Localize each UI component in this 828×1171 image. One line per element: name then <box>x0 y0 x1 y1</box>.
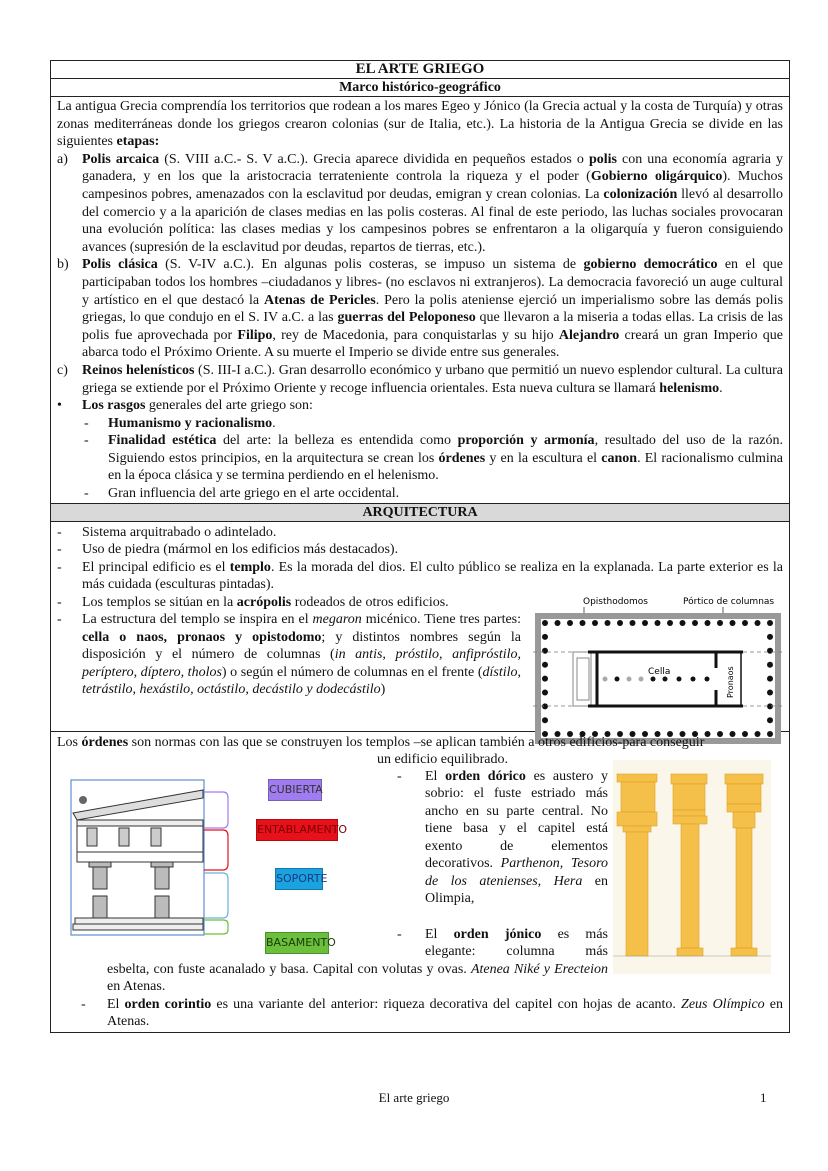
stage-text <box>82 151 783 257</box>
page-number: 1 <box>760 1090 767 1105</box>
bold-text: órdenes <box>438 450 486 466</box>
arch-text <box>82 611 783 699</box>
rasgo-item <box>57 432 783 485</box>
column-orders-image <box>613 760 771 974</box>
arch-item <box>57 541 783 559</box>
text-run: . Es la morada del dios. El culto público se realiza en la explanada. La parte exterior es la más cuidada (esculturas pintadas). <box>82 559 783 593</box>
text-run: micénico. Tiene tres partes: <box>361 612 522 628</box>
bullet-icon: • <box>57 398 62 414</box>
text-run: Sistema arquitrabado o adintelado. <box>82 524 277 540</box>
bold-text: proporción y armonía <box>457 433 595 449</box>
stage-text <box>82 362 783 397</box>
italic-text: Zeus Olímpico <box>681 996 765 1012</box>
dash-icon: - <box>57 542 62 558</box>
bold-text: acrópolis <box>236 594 292 610</box>
text-run: , resultado del uso de la razón. Siguiendo estos principios, en la arquitectura se crean los <box>108 433 784 466</box>
label-basamento: BASAMENTO <box>265 932 329 954</box>
text-run: es una variante del anterior: riqueza decorativa del capitel con hojas de acanto. <box>211 996 682 1012</box>
text-run: El <box>107 996 125 1012</box>
text-run: son normas con las que se construyen los templos –se aplican también a otros edificios-para conseguir <box>128 734 705 750</box>
text-run: en Olimpia, <box>425 873 608 907</box>
bold-text: Alejandro <box>558 327 620 343</box>
dash-icon: - <box>84 486 89 502</box>
dash-icon: - <box>397 768 402 784</box>
bold-text: colonización <box>603 186 678 202</box>
ordenes-intro-2: un edificio equilibrado. <box>377 751 509 767</box>
document-table <box>50 60 790 1033</box>
bold-text: orden jónico <box>453 926 542 942</box>
plan-label-pronaos: Pronaos <box>726 665 735 698</box>
italic-text: dístilo, tetrástilo, hexástilo, octástilo, decástilo y dodecástilo <box>82 664 522 698</box>
text-run: ). Muchos campesinos pobres, amenazados con la esclavitud por deudas, emigran y crean colonias. La <box>82 169 783 202</box>
text-run: La estructura del templo se inspira en el <box>82 612 313 628</box>
arquitectura-section <box>51 522 789 732</box>
section-heading-arquitectura: ARQUITECTURA <box>51 503 789 522</box>
ionic-text-2 <box>107 961 608 996</box>
ionic-text-1 <box>425 926 608 961</box>
ordenes-intro <box>57 734 782 752</box>
label-cubierta: CUBIERTA <box>268 779 322 801</box>
label-soporte: SOPORTE <box>275 868 323 890</box>
text-run: con una economía agraria y ganadera, y en los que la aristocracia terrateniente controla la riqueza y el poder ( <box>82 151 783 185</box>
bold-text: canon <box>601 450 638 466</box>
bold-text: helenismo <box>659 380 720 396</box>
text-run: (S. III-I a.C.). Gran desarrollo económico y urbano que permitió un nuevo esplendor cultural. La cultura griega se extiende por el Próximo Oriente y recoge influencia orientales. Esta nueva cultura se llamará <box>82 362 784 396</box>
rasgo-text <box>108 485 783 503</box>
text-run: en el que participaban todos los hombres –ciudadanos y libres- (no esclavos ni extranjeros). La democracia favoreció un auge cultural y artístico en el que destacó la <box>82 257 783 308</box>
text-run: que llevaron a la miseria a todas ellas. La crisis de las polis fue aprovechada por <box>82 310 783 343</box>
arch-text <box>82 594 783 612</box>
text-run: ) o según el número de columnas en el frente ( <box>221 664 483 680</box>
text-run: ; y distintos nombres según la disposición y el número de columnas ( <box>82 629 521 663</box>
column-dot <box>542 703 548 709</box>
text-run: El principal edificio es el <box>82 559 230 575</box>
text-run: y en la escultura el <box>485 450 602 466</box>
text-run: La antigua Grecia comprendía los territorios que rodean a los mares Egeo y Jónico (la Grecia actual y la costa de Turquía) y otras zonas mediterráneas donde los griegos crearon colonias (sur de Italia, etc.). La historia de la Antigua Grecia se divide en las siguientes <box>57 99 783 150</box>
rasgo-text <box>108 432 783 485</box>
text-run: Los templos se sitúan en la <box>82 594 237 610</box>
italic-text: Parthenon, Tesoro de los atenienses, Hera <box>425 856 608 889</box>
section-heading-marco: Marco histórico-geográfico <box>51 79 789 97</box>
rasgos-bullet <box>57 397 783 415</box>
bold-text: polis <box>588 151 617 167</box>
dash-icon: - <box>57 559 62 575</box>
bold-text: etapas: <box>116 134 160 150</box>
dash-icon: - <box>84 415 89 431</box>
bold-text: guerras del Peloponeso <box>337 310 476 326</box>
text-run: es austero y sobrio: el fuste estriado más ancho en su parte central. No tiene basa y el capitel está exento de elementos decorativos. <box>425 768 609 872</box>
text-run: en Atenas. <box>107 979 166 995</box>
text-run: El <box>425 768 446 784</box>
text-run: ) <box>380 682 386 698</box>
rasgo-item <box>57 415 783 433</box>
bold-text: órdenes <box>81 734 129 750</box>
bold-text: Polis arcaica <box>82 151 160 167</box>
bold-text: orden corintio <box>124 996 212 1012</box>
text-run: en Atenas. <box>107 996 783 1030</box>
text-run: . Pero la polis ateniense ejerció un imperialismo sobre las demás polis griegas, lo que condujo en el S. IV a.C. a las <box>82 292 784 326</box>
bold-text: Atenas de Pericles <box>264 292 376 308</box>
arch-item <box>57 559 783 594</box>
text-run: Los <box>57 734 82 750</box>
text-run: El <box>425 926 454 942</box>
bold-text: Los rasgos <box>82 398 146 414</box>
text-run: . El racionalismo culmina en la época clásica y se termina perdiendo en el helenismo. <box>108 450 783 484</box>
corinthian-text <box>107 996 783 1031</box>
plan-label-portico: Pórtico de columnas <box>683 596 775 607</box>
stage-label: c) <box>57 362 68 378</box>
stage-c <box>57 362 783 397</box>
text-run: . <box>272 415 276 431</box>
plan-label-opisthodomos: Opisthodomos <box>583 596 648 607</box>
text-run: , rey de Macedonia, para conquistarlas y su hijo <box>272 327 559 343</box>
dash-icon: - <box>57 594 62 610</box>
dash-icon: - <box>57 612 62 628</box>
plan-label-cella: Cella <box>648 666 671 677</box>
column-dot <box>767 703 773 709</box>
bold-text: templo <box>229 559 271 575</box>
bold-text: Reinos helenísticos <box>82 362 195 378</box>
text-run: del arte: la belleza es entendida como <box>216 433 458 449</box>
italic-text: in antis, próstilo, anfipróstilo, períptero, díptero, tholos <box>82 647 521 680</box>
bold-text: Filipo <box>237 327 273 343</box>
ordenes-section <box>51 732 789 1032</box>
stage-text <box>82 256 783 362</box>
arch-text <box>82 524 783 542</box>
arch-item <box>57 594 783 612</box>
stage-label: b) <box>57 257 69 273</box>
text-run: es más elegante: columna más <box>425 926 608 960</box>
italic-text: megaron <box>312 612 362 628</box>
bold-text: orden dórico <box>445 768 526 784</box>
text-run: Gran influencia del arte griego en el arte occidental. <box>108 486 400 502</box>
stage-b <box>57 256 783 362</box>
bold-text: Humanismo y racionalismo <box>108 415 273 431</box>
text-run: generales del arte griego son: <box>145 398 313 414</box>
footer-title: El arte griego <box>378 1090 450 1105</box>
text-run: . <box>719 380 723 396</box>
stage-a <box>57 151 783 257</box>
bold-text: Gobierno oligárquico <box>590 169 723 185</box>
bold-text: gobierno democrático <box>583 257 718 273</box>
arch-text <box>82 541 783 559</box>
label-entablamento: ENTABLAMENTO <box>256 819 338 841</box>
italic-text: Atenea Niké y Erecteion <box>470 961 608 977</box>
bold-text: Finalidad estética <box>108 433 217 449</box>
text-run: esbelta, con fuste acanalado y basa. Capital con volutas y ovas. <box>107 961 471 977</box>
dash-icon: - <box>84 433 89 449</box>
dash-icon: - <box>81 996 86 1012</box>
marco-section <box>51 97 789 503</box>
text-run: rodeados de otros edificios. <box>291 594 449 610</box>
rasgos-text <box>82 397 783 415</box>
rasgo-item <box>57 485 783 503</box>
arch-item <box>57 611 783 699</box>
text-run: creará un gran Imperio que abarca todo el Próximo Oriente. A su muerte el Imperio se divide entre sus generales. <box>82 327 783 361</box>
text-run: (S. V-IV a.C.). En algunas polis costeras, se impuso un sistema de <box>157 257 584 273</box>
dash-icon: - <box>397 926 402 942</box>
text-run: llevó al desarrollo del comercio y a la aparición de clases medias en las polis costeras. Al final de este periodo, las luchas sociales provocaran una evolución política: las clases medias y los campesinos pobres se enfrentaron a la oligarquía y fueron consiguiendo avances (supresión de la esclavitud por deudas, repartos de tierras, etc.). <box>82 186 784 255</box>
stage-label: a) <box>57 151 68 167</box>
rasgo-text <box>108 415 783 433</box>
bold-text: cella o naos, pronaos y opistodomo <box>82 629 322 645</box>
arch-item <box>57 524 783 542</box>
intro-paragraph <box>57 98 783 151</box>
text-run: Uso de piedra (mármol en los edificios más destacados). <box>82 542 399 558</box>
page-title: EL ARTE GRIEGO <box>51 61 789 79</box>
column-dot <box>542 717 548 723</box>
column-dot <box>767 717 773 723</box>
temple-facade-diagram <box>63 778 233 938</box>
dash-icon: - <box>57 524 62 540</box>
bold-text: Polis clásica <box>82 257 158 273</box>
doric-text <box>425 768 608 908</box>
arch-text <box>82 559 783 594</box>
text-run: (S. VIII a.C.- S. V a.C.). Grecia aparece dividida en pequeños estados o <box>159 151 589 167</box>
